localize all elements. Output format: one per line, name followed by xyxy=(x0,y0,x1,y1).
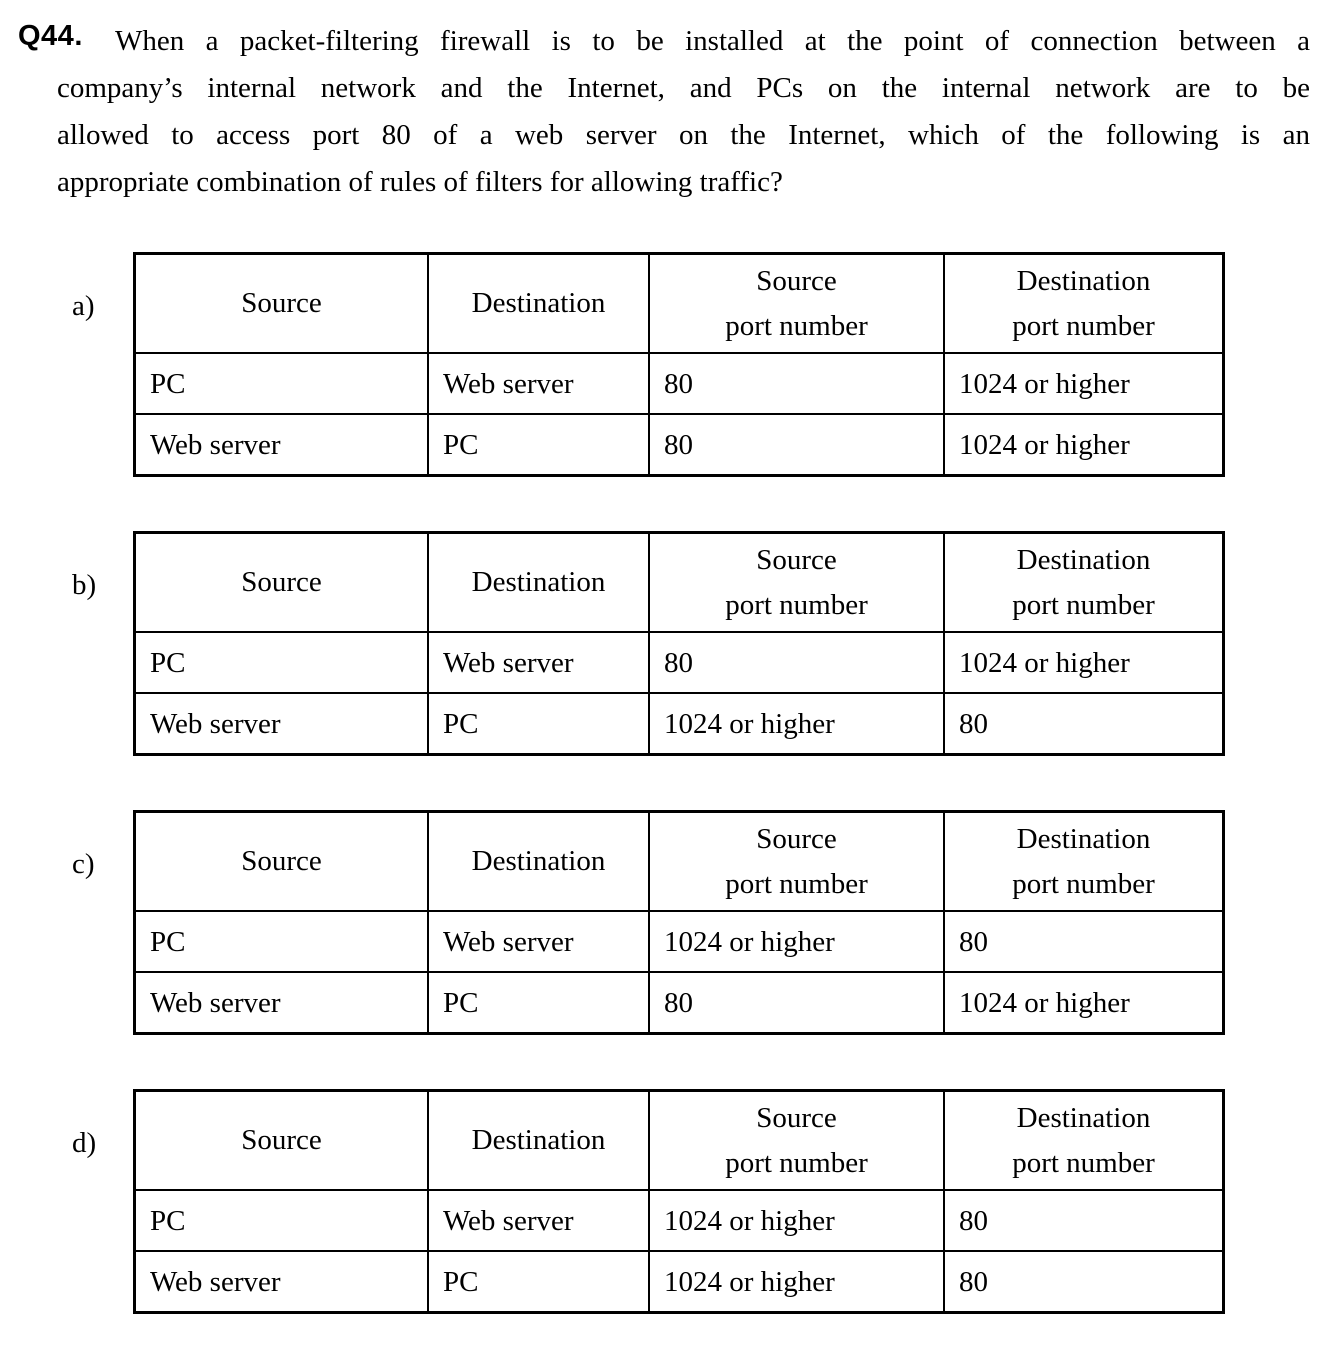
header-source-port-line2: port number xyxy=(725,1146,868,1179)
cell-source: PC xyxy=(135,1190,429,1251)
header-source-port xyxy=(649,1091,944,1191)
cell-destination: Web server xyxy=(428,632,649,693)
header-destination-port-line1: Destination xyxy=(1016,264,1151,297)
header-source-port-line1: Source xyxy=(756,543,837,576)
question-line-4: appropriate combination of rules of filters for allowing traffic? xyxy=(57,166,783,198)
header-destination-port xyxy=(944,533,1224,633)
table-row xyxy=(135,1190,1224,1251)
cell-destination: PC xyxy=(428,972,649,1034)
cell-source: Web server xyxy=(135,1251,429,1313)
table-header-row xyxy=(135,254,1224,354)
cell-destination-port: 80 xyxy=(944,1190,1224,1251)
header-destination-port xyxy=(944,1091,1224,1191)
header-source-port xyxy=(649,812,944,912)
cell-source-port: 80 xyxy=(649,632,944,693)
cell-destination-port: 80 xyxy=(944,911,1224,972)
cell-source: Web server xyxy=(135,693,429,755)
question-line-2: company’s internal network and the Internet, and PCs on the internal network are to be xyxy=(57,72,1310,104)
table-row xyxy=(135,911,1224,972)
header-source: Source xyxy=(135,812,429,912)
cell-destination-port: 80 xyxy=(944,1251,1224,1313)
option-d-table xyxy=(133,1089,1225,1314)
header-destination: Destination xyxy=(428,1091,649,1191)
table-row xyxy=(135,972,1224,1034)
header-destination-port-line1: Destination xyxy=(1016,543,1151,576)
cell-source-port: 80 xyxy=(649,972,944,1034)
question-block xyxy=(0,0,1330,206)
option-d xyxy=(0,1089,1330,1314)
cell-destination-port: 1024 or higher xyxy=(944,632,1224,693)
option-a xyxy=(0,252,1330,477)
cell-source: PC xyxy=(135,911,429,972)
header-source-port-line2: port number xyxy=(725,867,868,900)
header-source-port xyxy=(649,533,944,633)
cell-destination: PC xyxy=(428,693,649,755)
table-header-row xyxy=(135,812,1224,912)
table-row xyxy=(135,414,1224,476)
option-b xyxy=(0,531,1330,756)
table-row xyxy=(135,353,1224,414)
header-source-port xyxy=(649,254,944,354)
header-destination-port-line2: port number xyxy=(1012,1146,1155,1179)
cell-source: Web server xyxy=(135,972,429,1034)
header-source: Source xyxy=(135,254,429,354)
cell-source: Web server xyxy=(135,414,429,476)
cell-destination: Web server xyxy=(428,353,649,414)
cell-destination-port: 1024 or higher xyxy=(944,353,1224,414)
option-c xyxy=(0,810,1330,1035)
header-destination-port-line2: port number xyxy=(1012,309,1155,342)
table-row xyxy=(135,693,1224,755)
option-a-table xyxy=(133,252,1225,477)
header-source-port-line1: Source xyxy=(756,264,837,297)
cell-destination-port: 1024 or higher xyxy=(944,972,1224,1034)
header-destination: Destination xyxy=(428,812,649,912)
cell-source-port: 1024 or higher xyxy=(649,911,944,972)
cell-source-port: 1024 or higher xyxy=(649,1251,944,1313)
option-c-table xyxy=(133,810,1225,1035)
option-c-label: c) xyxy=(72,848,95,880)
header-destination-port-line2: port number xyxy=(1012,588,1155,621)
header-destination-port-line2: port number xyxy=(1012,867,1155,900)
option-b-label: b) xyxy=(72,569,97,601)
option-b-table xyxy=(133,531,1225,756)
table-row xyxy=(135,632,1224,693)
table-header-row xyxy=(135,533,1224,633)
header-source-port-line1: Source xyxy=(756,1101,837,1134)
cell-destination: Web server xyxy=(428,1190,649,1251)
answer-options xyxy=(0,252,1330,1314)
table-row xyxy=(135,1251,1224,1313)
header-source: Source xyxy=(135,533,429,633)
cell-source-port: 80 xyxy=(649,353,944,414)
header-source: Source xyxy=(135,1091,429,1191)
option-a-label: a) xyxy=(72,290,95,322)
header-destination: Destination xyxy=(428,254,649,354)
cell-source-port: 1024 or higher xyxy=(649,1190,944,1251)
cell-source-port: 1024 or higher xyxy=(649,693,944,755)
cell-destination: Web server xyxy=(428,911,649,972)
table-header-row xyxy=(135,1091,1224,1191)
header-source-port-line2: port number xyxy=(725,309,868,342)
option-d-label: d) xyxy=(72,1127,97,1159)
cell-source: PC xyxy=(135,632,429,693)
header-destination: Destination xyxy=(428,533,649,633)
cell-destination-port: 1024 or higher xyxy=(944,414,1224,476)
header-destination-port xyxy=(944,812,1224,912)
cell-source-port: 80 xyxy=(649,414,944,476)
header-source-port-line1: Source xyxy=(756,822,837,855)
header-destination-port-line1: Destination xyxy=(1016,1101,1151,1134)
header-destination-port xyxy=(944,254,1224,354)
question-number: Q44. xyxy=(18,20,83,52)
header-destination-port-line1: Destination xyxy=(1016,822,1151,855)
header-source-port-line2: port number xyxy=(725,588,868,621)
cell-source: PC xyxy=(135,353,429,414)
cell-destination-port: 80 xyxy=(944,693,1224,755)
cell-destination: PC xyxy=(428,414,649,476)
question-line-1: When a packet-filtering firewall is to be installed at the point of connection between a xyxy=(115,25,1310,57)
cell-destination: PC xyxy=(428,1251,649,1313)
question-line-3: allowed to access port 80 of a web server on the Internet, which of the following is an xyxy=(57,119,1310,151)
